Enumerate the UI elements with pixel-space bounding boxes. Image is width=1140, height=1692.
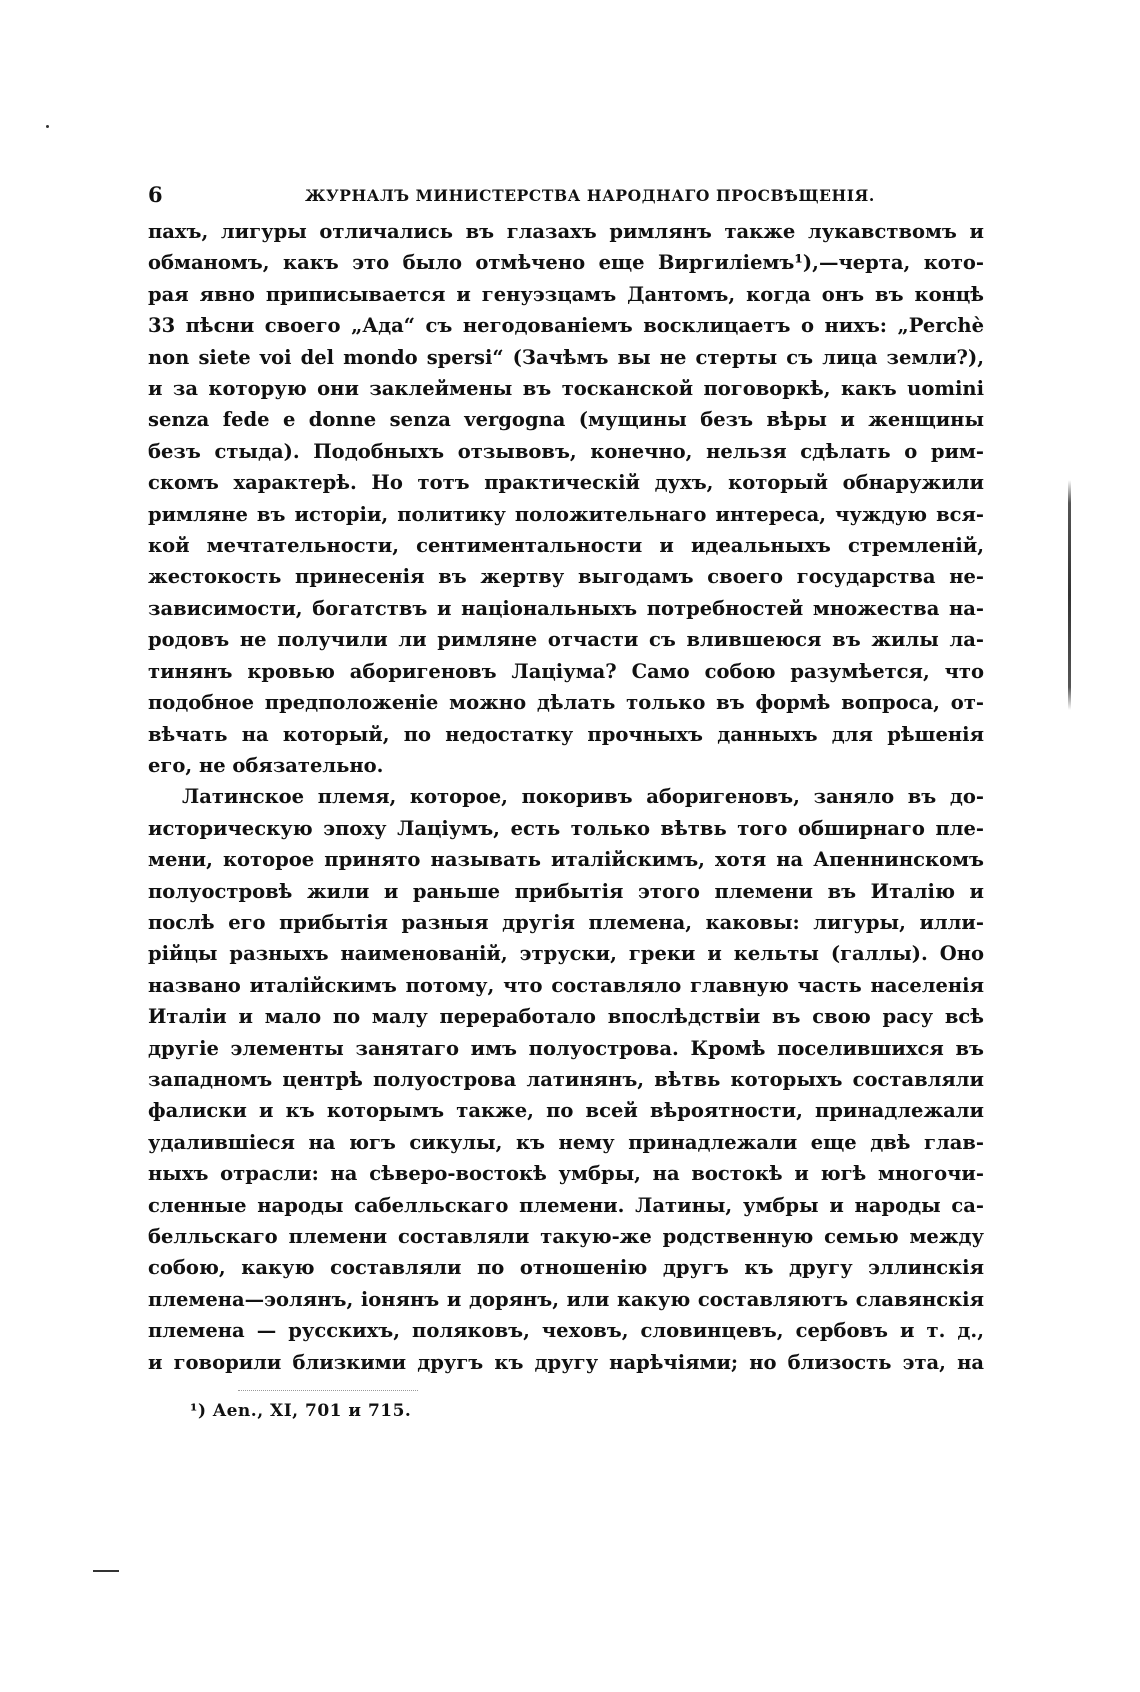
text-line: римляне въ исторіи, политику положительнаго интереса, чуждую вся- (148, 502, 984, 526)
text-line: полуостровѣ жили и раньше прибытія этого племени въ Италію и (148, 879, 984, 903)
text-line: Латинское племя, которое, покоривъ аборигеновъ, заняло въ до- (182, 785, 984, 809)
text-line: вѣчать на который, по недостатку прочныхъ данныхъ для рѣшенія (148, 722, 984, 746)
text-line: безъ стыда). Подобныхъ отзывовъ, конечно, нельзя сдѣлать о рим- (148, 439, 984, 463)
text-line: non siete voi del mondo spersi“ (Зачѣмъ вы не стерты съ лица земли?), (148, 345, 984, 369)
text-line: другіе элементы занятаго имъ полуострова. Кромѣ поселившихся въ (148, 1036, 984, 1060)
text-line: рійцы разныхъ наименованій, этруски, греки и кельты (галлы). Оно (148, 942, 984, 966)
text-line: и говорили близкими другъ къ другу нарѣчіями; но близость эта, на (148, 1350, 984, 1374)
text-line: подобное предположеніе можно дѣлать только въ формѣ вопроса, от- (148, 691, 984, 715)
text-line: фалиски и къ которымъ также, по всей вѣроятности, принадлежали (148, 1099, 984, 1123)
text-line: мени, которое принято называть италійскимъ, хотя на Апеннинскомъ (148, 848, 984, 872)
page-header (148, 178, 984, 212)
text-line: 33 пѣсни своего „Ада“ съ негодованіемъ восклицаетъ о нихъ: „Perchè (148, 314, 984, 338)
text-line: родовъ не получили ли римляне отчасти съ влившеюся въ жилы ла- (148, 628, 984, 652)
text-line: и за которую они заклеймены въ тосканской поговоркѣ, какъ uomini (148, 377, 984, 401)
text-line: его, не обязательно. (148, 753, 384, 777)
text-line: ныхъ отрасли: на сѣверо-востокѣ умбры, на востокѣ и югѣ многочи- (148, 1162, 984, 1186)
text-line: удалившіеся на югъ сикулы, къ нему принадлежали еще двѣ глав- (148, 1130, 984, 1154)
text-line: племена — русскихъ, поляковъ, чеховъ, словинцевъ, сербовъ и т. д., (148, 1319, 984, 1343)
text-line: тинянъ кровью аборигеновъ Лаціума? Само собою разумѣется, что (148, 659, 984, 683)
text-line: белльскаго племени составляли такую-же родственную семью между (148, 1225, 984, 1248)
text-line: рая явно приписывается и генуэзцамъ Дантомъ, когда онъ въ концѣ (148, 282, 984, 306)
text-line: Италіи и мало по малу переработало впослѣдствіи въ свою расу всѣ (148, 1005, 984, 1029)
stray-dash-mark (93, 1570, 119, 1572)
text-line: обманомъ, какъ это было отмѣчено еще Виргиліемъ¹),—черта, кото- (148, 251, 984, 275)
text-line: зависимости, богатствъ и національныхъ потребностей множества на- (148, 596, 984, 620)
stray-dot-mark (46, 125, 49, 128)
paragraph-1 (148, 216, 984, 781)
text-line: senza fede e donne senza vergogna (мущины безъ вѣры и женщины (148, 408, 984, 432)
text-line: кой мечтательности, сентиментальности и идеальныхъ стремленій, (148, 534, 984, 558)
text-line: западномъ центрѣ полуострова латинянъ, вѣтвь которыхъ составляли (148, 1067, 984, 1091)
text-line: пахъ, лигуры отличались въ глазахъ римлянъ также лукавствомъ и (148, 220, 984, 243)
text-line: племена—эолянъ, іонянъ и дорянъ, или какую составляютъ славянскія (148, 1287, 984, 1311)
text-line: названо италійскимъ потому, что составляло главную часть населенія (148, 973, 984, 997)
page-number: 6 (148, 182, 164, 207)
footnote: ¹) Aen., XI, 701 и 715. (190, 1401, 412, 1422)
body-text (148, 216, 984, 1378)
text-line: сленные народы сабелльскаго племени. Латины, умбры и народы са- (148, 1193, 984, 1217)
text-line: скомъ характерѣ. Но тотъ практическій духъ, который обнаружили (148, 471, 984, 495)
text-line: жестокость принесенія въ жертву выгодамъ своего государства не- (148, 565, 984, 589)
text-line: собою, какую составляли по отношенію другъ къ другу эллинскія (148, 1256, 984, 1280)
running-title: ЖУРНАЛЪ МИНИСТЕРСТВА НАРОДНАГО ПРОСВѢЩЕНІЯ. (305, 186, 875, 205)
text-line: историческую эпоху Лаціумъ, есть только вѣтвь того обширнаго пле- (148, 816, 984, 840)
margin-scan-bar (1068, 480, 1071, 710)
text-line: послѣ его прибытія разныя другія племена, каковы: лигуры, илли- (148, 910, 984, 934)
paragraph-2 (148, 781, 984, 1378)
book-page (148, 178, 984, 1421)
footnote-separator (238, 1390, 418, 1391)
